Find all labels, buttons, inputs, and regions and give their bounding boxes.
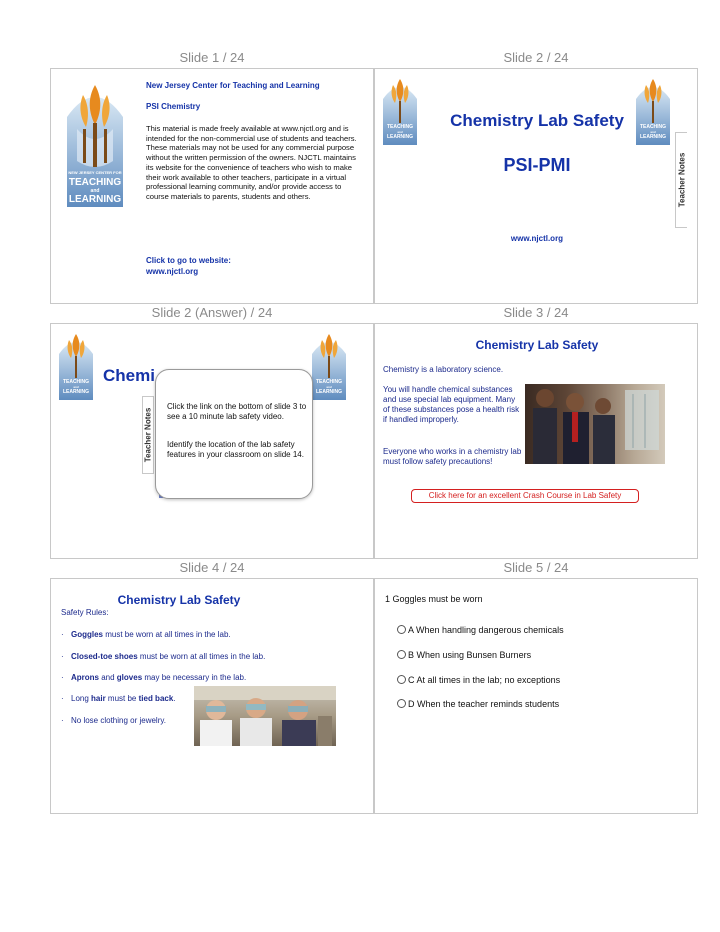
slide-3-title: Chemistry Lab Safety <box>475 338 599 352</box>
slide-2-answer-caption: Slide 2 (Answer) / 24 <box>151 305 273 320</box>
teacher-note-2: Identify the location of the lab safety features in your classroom on slide 14. <box>167 440 304 459</box>
logo-line3: and <box>90 188 100 194</box>
course-name: PSI Chemistry <box>146 102 201 111</box>
option-a-label: A When handling dangerous chemicals <box>408 625 564 635</box>
bullet: · <box>61 652 64 661</box>
answer-option-a[interactable] <box>397 625 687 635</box>
website-link-label[interactable]: Click to go to website: <box>146 256 231 265</box>
rule-clothing <box>61 716 201 725</box>
rule-1-text: must be worn at all times in the lab. <box>103 630 231 639</box>
radio-d[interactable] <box>397 699 406 708</box>
slide-3-caption: Slide 3 / 24 <box>503 305 569 320</box>
slide-2-answer-title: Chemi <box>103 366 155 385</box>
logo-line4: LEARNING <box>62 389 90 395</box>
rule-3-text: may be necessary in the lab. <box>142 673 247 682</box>
teacher-notes-popup <box>155 369 313 499</box>
rule-4-end: . <box>173 694 176 703</box>
rule-hair <box>61 694 201 703</box>
answer-option-c[interactable] <box>397 675 687 685</box>
goggles-students-photo <box>194 686 336 746</box>
radio-b[interactable] <box>397 650 406 659</box>
answer-option-b[interactable] <box>397 650 687 660</box>
rule-goggles <box>61 630 321 639</box>
rule-aprons <box>61 673 321 682</box>
logo-line3: and <box>73 385 79 389</box>
logo-line4: LEARNING <box>386 134 414 140</box>
license-text: This material is made freely available at www.njctl.org and is intended for the non-commercial use of students and teachers. These materials may not be used for any commercial purpose without the written permission of the owners. NJCTL maintains its website for the convenience of teachers who wish to make their work available to other teachers, participate in a virtual professional learning community, and/or provide access to course materials to parents, students and others. <box>146 124 357 201</box>
rule-5-text: No lose clothing or jewelry. <box>71 716 167 725</box>
radio-c[interactable] <box>397 675 406 684</box>
bullet: · <box>61 716 64 725</box>
logo-line2: TEACHING <box>315 379 343 385</box>
teacher-notes-label: Teacher Notes <box>143 407 153 463</box>
slide-3-para-1: You will handle chemical substances and use special lab equipment. Many of these substances pose a health risk if handled improperly. <box>383 385 520 424</box>
teacher-notes-tab[interactable] <box>142 396 154 474</box>
teacher-notes-tab[interactable] <box>675 132 687 228</box>
rule-4-mid: must be <box>105 694 139 703</box>
slide-3 <box>374 323 698 559</box>
njctl-logo-right <box>309 330 349 402</box>
option-d-label: D When the teacher reminds students <box>408 699 560 709</box>
safety-rules-heading: Safety Rules: <box>61 608 109 617</box>
rule-2-text: must be worn at all times in the lab. <box>137 652 266 661</box>
rule-4-pre: Long <box>71 694 92 703</box>
rule-1-bold: Goggles <box>71 630 104 639</box>
njctl-logo-left <box>56 330 96 402</box>
logo-line3: and <box>650 130 656 134</box>
option-b-label: B When using Bunsen Burners <box>408 650 532 660</box>
logo-line4: LEARNING <box>315 389 343 395</box>
logo-line2: TEACHING <box>68 177 122 188</box>
slide-4-title: Chemistry Lab Safety <box>117 593 241 607</box>
slide-1 <box>50 68 374 304</box>
logo-line4: LEARNING <box>639 134 667 140</box>
option-c-label: C At all times in the lab; no exceptions <box>408 675 561 685</box>
slide-5 <box>374 578 698 814</box>
rule-2-bold: Closed-toe shoes <box>71 652 138 661</box>
bullet: · <box>61 673 64 682</box>
teacher-note-1: Click the link on the bottom of slide 3 to see a 10 minute lab safety video. <box>167 402 307 421</box>
rule-3-mid: and <box>99 673 117 682</box>
njctl-logo <box>61 77 129 217</box>
logo-line3: and <box>397 130 403 134</box>
bullet: · <box>61 694 64 703</box>
slide-2-url[interactable]: www.njctl.org <box>510 234 564 243</box>
njctl-logo-left <box>380 75 420 147</box>
rule-3-bold-2: gloves <box>116 673 143 682</box>
question-text: 1 Goggles must be worn <box>385 594 483 604</box>
logo-line2: TEACHING <box>62 379 90 385</box>
logo-line2: TEACHING <box>386 124 414 130</box>
slide-5-caption: Slide 5 / 24 <box>503 560 569 575</box>
radio-a[interactable] <box>397 625 406 634</box>
slide-3-intro: Chemistry is a laboratory science. <box>383 365 504 374</box>
slide-2 <box>374 68 698 304</box>
slide-4 <box>50 578 374 814</box>
slide-3-para-2: Everyone who works in a chemistry lab must follow safety precautions! <box>383 447 522 466</box>
answer-option-d[interactable] <box>397 699 687 709</box>
slide-4-caption: Slide 4 / 24 <box>179 560 245 575</box>
website-link[interactable]: www.njctl.org <box>146 267 199 276</box>
rule-shoes <box>61 652 321 661</box>
rule-4-bold-2: tied back <box>138 694 174 703</box>
slide-2-title: Chemistry Lab Safety <box>450 111 624 130</box>
crash-course-link[interactable]: Click here for an excellent Crash Course in Lab Safety <box>411 489 639 503</box>
logo-line4: LEARNING <box>68 194 122 205</box>
rule-4-bold-1: hair <box>91 694 106 703</box>
logo-line3: and <box>326 385 332 389</box>
slide-2-answer <box>50 323 374 559</box>
slide-1-caption: Slide 1 / 24 <box>179 50 245 65</box>
slide-2-subtitle: PSI-PMI <box>503 155 571 175</box>
teacher-notes-label: Teacher Notes <box>677 152 686 208</box>
students-lab-photo <box>525 384 665 464</box>
logo-line2: TEACHING <box>639 124 667 130</box>
bullet: · <box>61 630 64 639</box>
rule-3-bold-1: Aprons <box>71 673 99 682</box>
org-name: New Jersey Center for Teaching and Learning <box>146 81 320 90</box>
slide-2-caption: Slide 2 / 24 <box>503 50 569 65</box>
logo-line1: NEW JERSEY CENTER FOR <box>68 170 122 175</box>
